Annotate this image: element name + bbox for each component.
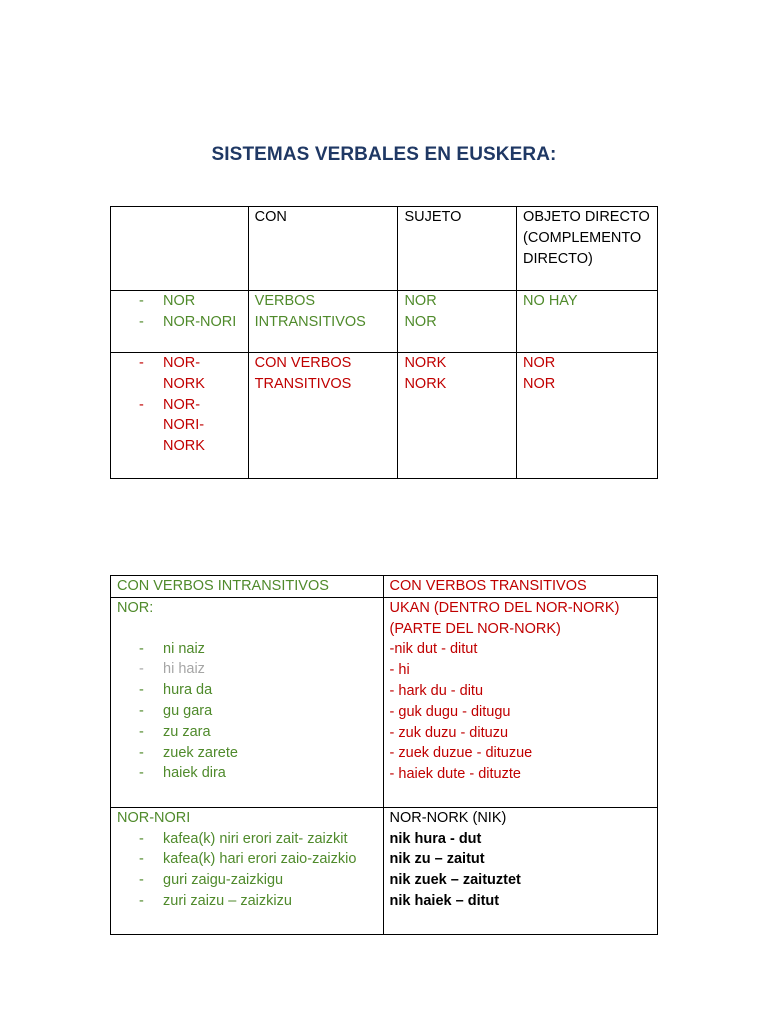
list-item: nik haiek – ditut <box>389 892 500 909</box>
header-transitive: CON VERBOS TRANSITIVOS <box>383 576 657 598</box>
sujeto-cell: NOR NOR <box>398 291 517 353</box>
list-item: nik zuek – zaituztet <box>389 872 521 889</box>
nor-nork-heading: NOR-NORK (NIK) <box>389 809 507 826</box>
list-item: - hark du - ditu <box>389 682 484 699</box>
page-title: SISTEMAS VERBALES EN EUSKERA: <box>211 144 557 165</box>
header-cell-con: CON <box>248 207 398 291</box>
list-item: - haiek dira <box>117 763 377 784</box>
table-row <box>111 597 658 807</box>
list-item: nik zu – zaitut <box>389 851 485 868</box>
ukan-cell <box>383 597 657 807</box>
header-cell-sujeto: SUJETO <box>398 207 517 291</box>
con-cell: VERBOS INTRANSITIVOS <box>248 291 398 353</box>
list-item: - NOR-NORK <box>117 353 187 395</box>
objeto-cell: NOR NOR <box>517 353 658 479</box>
nor-nori-heading: NOR-NORI <box>117 809 191 826</box>
table-header-row <box>111 576 658 598</box>
list-item: - ni naiz <box>117 639 377 660</box>
nor-nork-cell <box>383 807 657 934</box>
con-cell: CON VERBOS TRANSITIVOS <box>248 353 398 479</box>
ukan-subheading: (PARTE DEL NOR-NORK) <box>389 620 561 637</box>
table-row <box>111 291 658 353</box>
header-intransitive: CON VERBOS INTRANSITIVOS <box>111 576 384 598</box>
list-item: -nik dut - ditut <box>389 641 478 658</box>
list-item: - zu zara <box>117 722 377 743</box>
list-item: - zuek zarete <box>117 743 377 764</box>
list-item: - NOR-NORI-NORK <box>117 395 187 457</box>
table-row <box>111 807 658 934</box>
systems-cell <box>111 291 249 353</box>
nor-heading: NOR: <box>117 599 154 616</box>
list-item: - zuek duzue - dituzue <box>389 745 533 762</box>
sujeto-cell: NORK NORK <box>398 353 517 479</box>
nor-cell <box>111 597 384 807</box>
table-row <box>111 353 658 479</box>
list-item: - kafea(k) niri erori zait- zaizkit <box>117 829 357 850</box>
list-item: - NOR <box>117 291 242 312</box>
list-item: - kafea(k) hari erori zaio-zaizkio <box>117 849 357 870</box>
list-item: - hi <box>389 662 410 679</box>
list-item: nik hura - dut <box>389 830 482 847</box>
list-item: - haiek dute - dituzte <box>389 766 521 783</box>
verb-systems-table <box>110 206 658 479</box>
list-item: - hura da <box>117 680 377 701</box>
objeto-cell: NO HAY <box>517 291 658 353</box>
list-item: - guri zaigu-zaizkigu <box>117 870 357 891</box>
list-item: - guk dugu - ditugu <box>389 703 511 720</box>
list-item: - hi haiz <box>117 659 377 680</box>
systems-cell <box>111 353 249 479</box>
list-item: - gu gara <box>117 701 377 722</box>
nor-nori-cell <box>111 807 384 934</box>
list-item: - NOR-NORI <box>117 312 242 333</box>
header-cell-empty <box>111 207 249 291</box>
ukan-heading: UKAN (DENTRO DEL NOR-NORK) <box>389 599 620 616</box>
table-header-row <box>111 207 658 291</box>
header-cell-objeto: OBJETO DIRECTO (COMPLEMENTO DIRECTO) <box>517 207 658 291</box>
conjugation-table <box>110 575 658 935</box>
list-item: - zuk duzu - dituzu <box>389 724 509 741</box>
list-item: - zuri zaizu – zaizkizu <box>117 891 357 912</box>
